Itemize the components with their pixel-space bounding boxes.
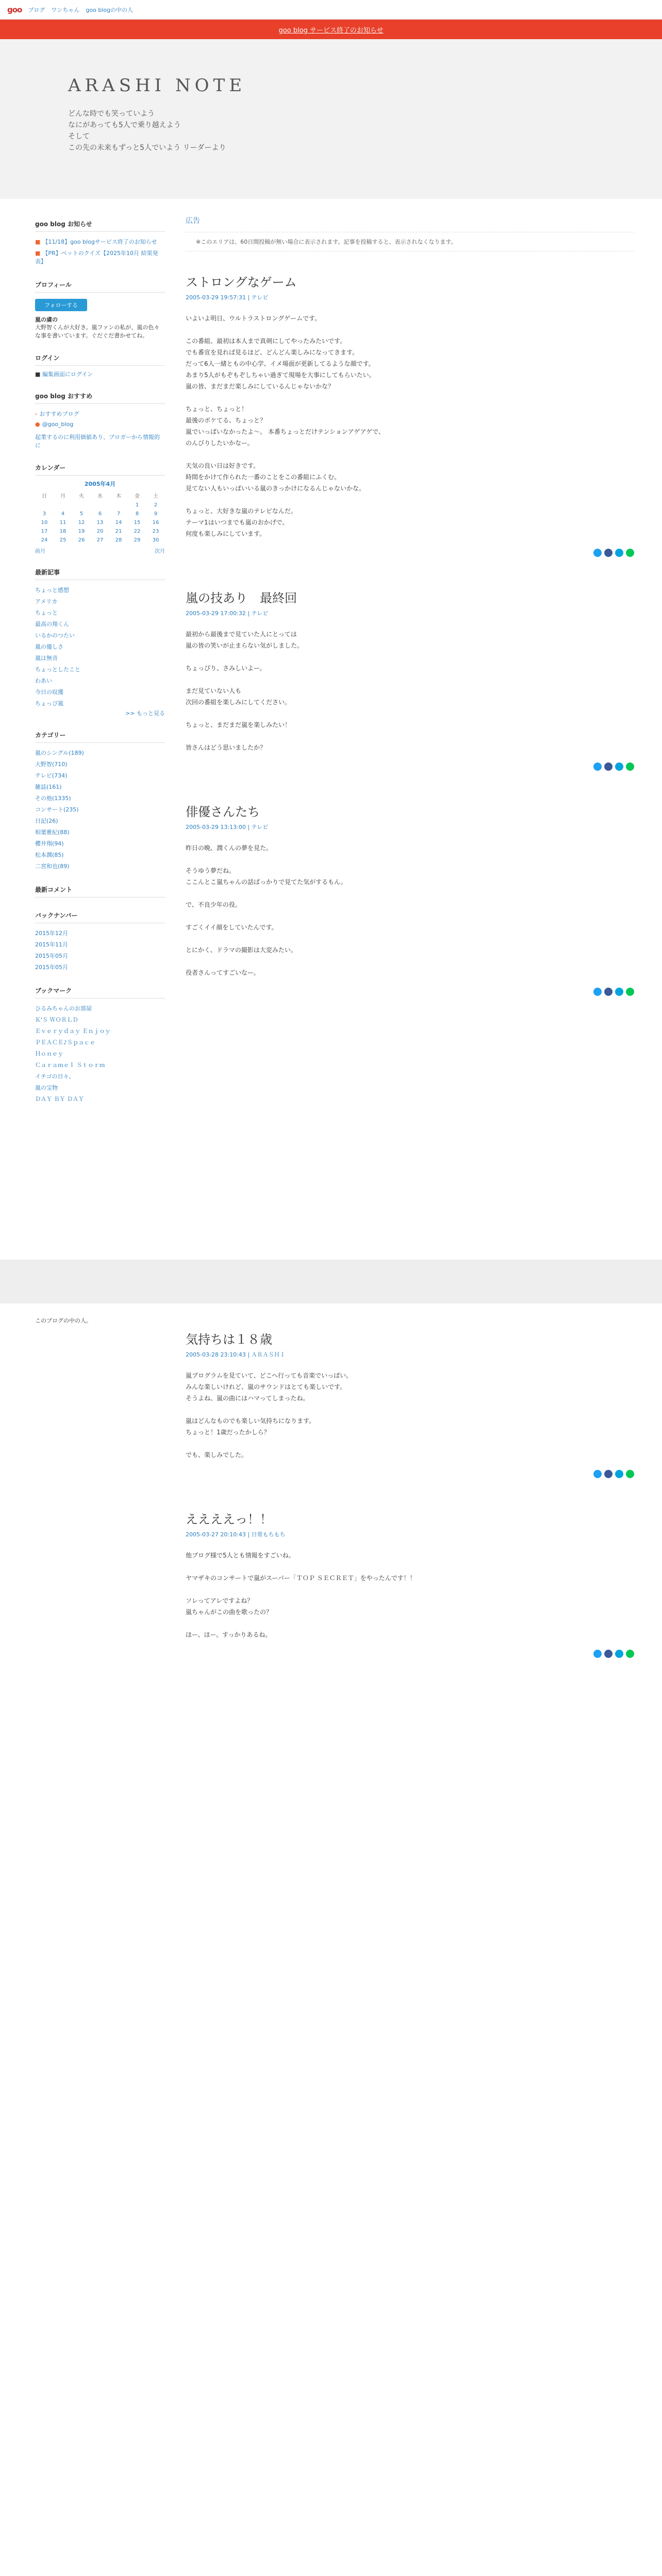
facebook-share-icon[interactable] [604, 1470, 613, 1478]
info-link[interactable]: 【PR】ペットのクイズ【2025年10月 結果発表】 [35, 250, 158, 265]
calendar-day[interactable]: 25 [59, 537, 67, 543]
calendar-nav [35, 547, 165, 554]
follow-button[interactable]: フォローする [35, 299, 87, 311]
recent-list [35, 584, 165, 709]
calendar-day[interactable]: 7 [117, 511, 121, 517]
twitter-share-icon[interactable] [593, 762, 602, 771]
login-heading: ログイン [35, 349, 165, 366]
calendar-day[interactable]: 27 [96, 537, 104, 543]
calendar-day[interactable]: 14 [115, 520, 122, 526]
entry-meta[interactable]: 2005-03-27 20:10:43 | 日常もちもち [186, 1531, 286, 1538]
entry-body: 昨日の晩、潤くんの夢を見た。 そうゆう夢だね。 ここんとこ嵐ちゃんの話ばっかりで見てた気がするもん。 で、不良少年の役。 すごくイイ顔をしていたんです。 とにかく、ドラマの撮影は大変みたい。 役者さんってすごいなー。 [186, 844, 347, 976]
calendar-day[interactable]: 18 [59, 529, 67, 534]
info-item[interactable] [35, 236, 165, 247]
recent-item[interactable] [35, 607, 165, 618]
calendar-day [54, 501, 72, 510]
hatena-share-icon[interactable] [615, 549, 623, 557]
recent-item-link[interactable]: わあい [35, 677, 52, 684]
backnumber-item[interactable] [35, 950, 165, 961]
blog-entry [186, 272, 634, 557]
info-heading: goo blog お知らせ [35, 215, 165, 232]
bookmark-item[interactable] [35, 1082, 165, 1093]
topbar-link-blog[interactable]: ブログ [28, 6, 45, 13]
login-icon: ■ [35, 371, 42, 378]
share-buttons [186, 988, 634, 996]
sidebar-lower-text: このブログの中の人。 [35, 1317, 92, 1324]
info-list [35, 236, 165, 267]
hatena-share-icon[interactable] [615, 1650, 623, 1658]
calendar-month: 2005年4月 [84, 481, 116, 487]
backnumber-item-link[interactable]: 2015年11月 [35, 941, 68, 948]
profile-heading: プロフィール [35, 276, 165, 293]
arrow-icon: › [35, 411, 38, 417]
recent-item[interactable] [35, 686, 165, 698]
category-item-link[interactable]: 二宮和也(89) [35, 863, 70, 870]
entry-body: いよいよ明日、ウルトラストロングゲームです。 この番組、最初は本人まで真剣にしてやったみたいです。 でも番宣を見れば見るほど、どんどん楽しみになってきます。 だって6人一緒ともの中心学、イメ場面が更新してるような顔です。 あまり5人がもぞもぞしちゃい過ぎて現場を大事にしてもらいたい。 嵐の皆、まだまだ楽しみにしているんじゃないかな？ ちょっと、ちょっと！ 最後のボケてる、ちょっと？ 嵐でいっぱいなかったよ〜。 本番ちょっとだけテンションアゲアゲで、 のんびりしたいかなー。 天気の良い日は好きです。 時間をかけて作られた一番のことをこの番組にふくむ。 見てない人もいっぱいいる嵐のきっかけになるんじゃないかな。 ちょっと、大好きな嵐のテレビなんだ。 テーマ1はいつまでも嵐のおかげで。 何度も楽しみにしています。 [186, 315, 385, 537]
profile-text: 大野智くんが大好き。嵐ファンの私が、嵐の色々な事を書いています。ぐだぐだ書かせてね。 [35, 324, 160, 339]
sidebar-lower [35, 1316, 165, 1326]
recent-item-link[interactable]: ちょっぴ嵐 [35, 700, 63, 707]
recommend-link[interactable]: @goo_blog [42, 421, 74, 428]
category-list [35, 747, 165, 872]
category-item-link[interactable]: 松本潤(85) [35, 852, 64, 858]
bookmark-item[interactable] [35, 1037, 165, 1048]
category-item[interactable] [35, 826, 165, 838]
bookmark-item-link[interactable]: ひるみちゃんのお部屋 [35, 1005, 92, 1012]
calendar-heading: カレンダー [35, 459, 165, 476]
recommend-item[interactable] [35, 419, 165, 429]
calendar-weekday: 月 [60, 494, 65, 499]
recent-item[interactable] [35, 630, 165, 641]
recommend-item[interactable] [35, 408, 165, 419]
blog-entry [186, 802, 634, 996]
backnumber-item-link[interactable]: 2015年05月 [35, 953, 68, 959]
bookmark-item-link[interactable]: Ｋ'Ｓ ＷＯＲＬＤ [35, 1016, 78, 1023]
category-item-link[interactable]: テレビ(734) [35, 772, 68, 779]
facebook-share-icon[interactable] [604, 1650, 613, 1658]
twitter-share-icon[interactable] [593, 549, 602, 557]
calendar-weekday: 土 [153, 494, 158, 499]
topbar-link-inner[interactable]: goo blogの中の人 [86, 6, 134, 13]
category-item-link[interactable]: 相葉雅紀(88) [35, 829, 70, 836]
recent-item-link[interactable]: 今日の収獲 [35, 689, 63, 696]
page-divider [0, 1260, 662, 1303]
entry-body: 他ブログ様で5人とも情報をすごいね。 ヤマザキのコンサートで嵐がスーパー「ＴＯＰ ＳＥＣＲＥＴ」をやったんです！！ ソレってアレですよね？ 嵐ちゃんがこの曲を歌ったの？ ほー、ほー。すっかりあるね。 [186, 1552, 416, 1638]
calendar-prev[interactable]: 前月 [35, 549, 45, 554]
share-buttons [186, 762, 634, 771]
facebook-share-icon[interactable] [604, 549, 613, 557]
calendar-day[interactable]: 9 [154, 511, 158, 517]
calendar-day[interactable]: 17 [41, 529, 48, 534]
entry-meta[interactable]: 2005-03-29 19:57:31 | テレビ [186, 294, 269, 301]
category-item-link[interactable]: その他(1335) [35, 795, 71, 802]
goo-logo[interactable]: goo [7, 5, 22, 14]
recent-item-link[interactable]: ちょっと [35, 609, 58, 616]
recent-item-link[interactable]: ちょっと感想 [35, 587, 69, 594]
calendar-day[interactable]: 28 [115, 537, 122, 543]
entry-title[interactable]: 嵐の技あり 最終回 [186, 591, 297, 605]
category-heading: カテゴリー [35, 726, 165, 743]
sidebar [35, 215, 165, 1105]
calendar-day[interactable]: 26 [78, 537, 85, 543]
recent-item-link[interactable]: ちょっとしたこと [35, 666, 80, 673]
recommend-note[interactable]: 起業するのに利用価値あり、ブロガーから情報的に [35, 434, 160, 449]
calendar-weekday: 金 [135, 494, 140, 499]
calendar-day[interactable]: 3 [42, 511, 46, 517]
bookmark-item[interactable] [35, 1048, 165, 1059]
backnumber-heading: バックナンバー [35, 907, 165, 923]
blog-header [0, 39, 662, 199]
recent-item[interactable] [35, 652, 165, 664]
category-item[interactable] [35, 781, 165, 792]
notice-text[interactable]: goo blog サービス終了のお知らせ [278, 26, 384, 35]
category-item[interactable] [35, 804, 165, 815]
entry-meta[interactable]: 2005-03-28 23:10:43 | ＡＲＡＳＨＩ [186, 1351, 286, 1358]
blog-tagline: どんな時でも笑っていよう なにがあっても5人で乗り越えよう そして この先の未来もずっと5人でいよう リーダーより [68, 110, 226, 152]
login-link-text[interactable]: 編集画面にログイン [42, 371, 93, 378]
backnumber-list [35, 927, 165, 973]
recent-item[interactable] [35, 675, 165, 686]
entry-list-lower [186, 1329, 634, 1658]
topbar-link-wanchan[interactable]: ワンちゃん [51, 6, 80, 13]
category-item[interactable] [35, 770, 165, 781]
recent-item-link[interactable]: 最高の翔くん [35, 621, 69, 628]
entry-meta[interactable]: 2005-03-29 17:00:32 | テレビ [186, 610, 269, 617]
backnumber-item[interactable] [35, 961, 165, 973]
calendar-table [35, 490, 165, 545]
share-buttons [186, 549, 634, 557]
calendar-weekday: 木 [116, 494, 121, 499]
bookmark-item-link[interactable]: Ｃａｒａｍｅｌ Ｓｔｏｒｍ [35, 1062, 105, 1069]
line-share-icon[interactable] [626, 762, 634, 771]
calendar-day[interactable]: 21 [115, 529, 122, 534]
bookmark-item[interactable] [35, 1014, 165, 1025]
entry-body: 最初から最後まで見ていた人にとっては 嵐の皆の笑いが止まらない気がしました。 ちょっぴり、さみしいよー。 まだ見ていない人も 次回の番組を楽しみにしてください。 ちょっと、まだまだ嵐を楽しみたい！ 皆さんはどう思いましたか？ [186, 631, 304, 751]
calendar-day [109, 501, 128, 510]
category-item[interactable] [35, 838, 165, 849]
top-bar [0, 0, 662, 20]
service-notice-banner[interactable] [0, 20, 662, 39]
recent-item[interactable] [35, 618, 165, 630]
bookmark-item-link[interactable]: イチゴの日々。 [35, 1073, 75, 1080]
category-item-link[interactable]: 櫻井翔(94) [35, 840, 64, 847]
calendar-day [35, 501, 54, 510]
calendar-day[interactable]: 13 [96, 520, 104, 526]
entry-meta[interactable]: 2005-03-29 13:13:00 | テレビ [186, 824, 269, 831]
twitter-icon: ● [35, 421, 40, 428]
calendar-day[interactable]: 20 [96, 529, 104, 534]
info-item[interactable] [35, 247, 165, 267]
calendar-day[interactable]: 1 [135, 502, 139, 508]
calendar-next[interactable]: 次月 [155, 549, 165, 554]
hatena-share-icon[interactable] [615, 762, 623, 771]
calendar-day[interactable]: 10 [41, 520, 48, 526]
bookmark-item-link[interactable]: Ｅｖｅｒｙｄａｙ Ｅｎｊｏｙ [35, 1028, 111, 1035]
main-content [186, 215, 634, 1027]
category-item-link[interactable]: 日記(26) [35, 818, 58, 824]
notice-icon: ■ [35, 239, 41, 245]
category-item[interactable] [35, 849, 165, 860]
recent-item[interactable] [35, 698, 165, 709]
recent-more[interactable]: >> もっと見る [125, 710, 165, 717]
recent-heading: 最新記事 [35, 564, 165, 580]
twitter-share-icon[interactable] [593, 1650, 602, 1658]
profile-name[interactable]: 嵐の虜の [35, 316, 58, 323]
comments-heading: 最新コメント [35, 881, 165, 897]
calendar-weekday: 水 [97, 494, 103, 499]
category-item-link[interactable]: 大野智(710) [35, 761, 68, 768]
calendar-weekday: 日 [42, 494, 47, 499]
line-share-icon[interactable] [626, 549, 634, 557]
category-item[interactable] [35, 747, 165, 758]
entry-title[interactable]: 気持ちは１８歳 [186, 1332, 272, 1347]
calendar-day[interactable]: 15 [134, 520, 141, 526]
bookmark-item-link[interactable]: 嵐の宝物 [35, 1084, 58, 1091]
calendar-day[interactable]: 30 [152, 537, 159, 543]
calendar-day[interactable]: 29 [134, 537, 141, 543]
recent-item[interactable] [35, 664, 165, 675]
bookmark-item-link[interactable]: ＤＡＹ ＢＹ ＤＡＹ [35, 1096, 84, 1103]
calendar-day[interactable]: 4 [61, 511, 65, 517]
calendar-day[interactable]: 11 [59, 520, 67, 526]
category-item[interactable] [35, 758, 165, 770]
bookmark-list [35, 1003, 165, 1105]
backnumber-item[interactable] [35, 927, 165, 939]
entry-title[interactable]: ストロングなゲーム [186, 275, 297, 290]
category-item[interactable] [35, 815, 165, 826]
recent-item[interactable] [35, 596, 165, 607]
line-share-icon[interactable] [626, 1470, 634, 1478]
recent-item-link[interactable]: いるかのつたい [35, 632, 75, 639]
recent-item-link[interactable]: 嵐の優しさ [35, 643, 63, 650]
entry-title[interactable]: ええええっ！！ [186, 1512, 272, 1527]
calendar-day[interactable]: 24 [41, 537, 48, 543]
main-content-lower [186, 1329, 634, 1689]
bookmark-item-link[interactable]: Ｈｏｎｅｙ [35, 1050, 63, 1057]
recommend-list [35, 408, 165, 429]
entry-list [186, 272, 634, 996]
bookmark-item[interactable] [35, 1093, 165, 1105]
backnumber-item-link[interactable]: 2015年12月 [35, 930, 68, 937]
recommend-link[interactable]: おすすめブログ [39, 411, 79, 417]
calendar-day[interactable]: 5 [79, 511, 84, 517]
recent-item[interactable] [35, 641, 165, 652]
blog-entry [186, 588, 634, 771]
backnumber-item-link[interactable]: 2015年05月 [35, 964, 68, 971]
share-buttons [186, 1470, 634, 1478]
entry-body: 嵐プログラムを見ていて、どこへ行っても音楽でいっぱい。 みんな楽しいけれど、嵐のサウンドはとても楽しいです。 そうよね、嵐の曲にはハマってしまったね。 嵐はどんなものでも楽しい気持ちになります。 ちょっと！1歳だったかしら？ でも、楽しみでした。 [186, 1372, 353, 1459]
bookmark-item[interactable] [35, 1071, 165, 1082]
twitter-share-icon[interactable] [593, 1470, 602, 1478]
share-buttons [186, 1650, 634, 1658]
calendar-day[interactable]: 12 [78, 520, 85, 526]
recommend-heading: goo blog おすすめ [35, 387, 165, 404]
twitter-share-icon[interactable] [593, 988, 602, 996]
recent-item-link[interactable]: アメリカ [35, 598, 58, 605]
hatena-share-icon[interactable] [615, 988, 623, 996]
recent-item[interactable] [35, 584, 165, 596]
blog-entry [186, 1509, 634, 1658]
entry-title[interactable]: 俳優さんたち [186, 805, 260, 819]
calendar-weekday: 火 [79, 494, 84, 499]
calendar-day[interactable]: 2 [154, 502, 158, 508]
recent-item-link[interactable]: 嵐は無音 [35, 655, 58, 662]
line-share-icon[interactable] [626, 988, 634, 996]
info-link[interactable]: 【11/18】goo blogサービス終了のお知らせ [42, 239, 157, 245]
category-item[interactable] [35, 792, 165, 804]
blog-entry [186, 1329, 634, 1478]
calendar-day[interactable]: 6 [98, 511, 102, 517]
calendar-day [91, 501, 109, 510]
calendar-day[interactable]: 19 [78, 529, 85, 534]
calendar-day[interactable]: 8 [135, 511, 139, 517]
bookmark-heading: ブックマーク [35, 982, 165, 998]
category-item-link[interactable]: 嵐のシングル(189) [35, 750, 84, 756]
bookmark-item-link[interactable]: ＰＥＡＣＥ♪Ｓｐａｃｅ [35, 1039, 96, 1046]
notice-icon: ■ [35, 250, 41, 257]
ad-label: 広告 [186, 217, 200, 225]
login-link[interactable] [35, 370, 165, 378]
backnumber-item[interactable] [35, 939, 165, 950]
facebook-share-icon[interactable] [604, 762, 613, 771]
bookmark-item[interactable] [35, 1025, 165, 1037]
category-item-link[interactable]: 雑誌(161) [35, 784, 62, 790]
bookmark-item[interactable] [35, 1059, 165, 1071]
calendar-day [72, 501, 91, 510]
calendar-day[interactable]: 16 [152, 520, 159, 526]
blog-title[interactable]: ARASHI NOTE [68, 75, 246, 96]
calendar-day[interactable]: 22 [134, 529, 141, 534]
bookmark-item[interactable] [35, 1003, 165, 1014]
calendar-day[interactable]: 23 [152, 529, 159, 534]
ad-note: ※このエリアは、60日間投稿が無い場合に表示されます。記事を投稿すると、表示されなくなります。 [186, 232, 634, 251]
category-item[interactable] [35, 860, 165, 872]
line-share-icon[interactable] [626, 1650, 634, 1658]
facebook-share-icon[interactable] [604, 988, 613, 996]
hatena-share-icon[interactable] [615, 1470, 623, 1478]
category-item-link[interactable]: コンサート(235) [35, 806, 79, 813]
